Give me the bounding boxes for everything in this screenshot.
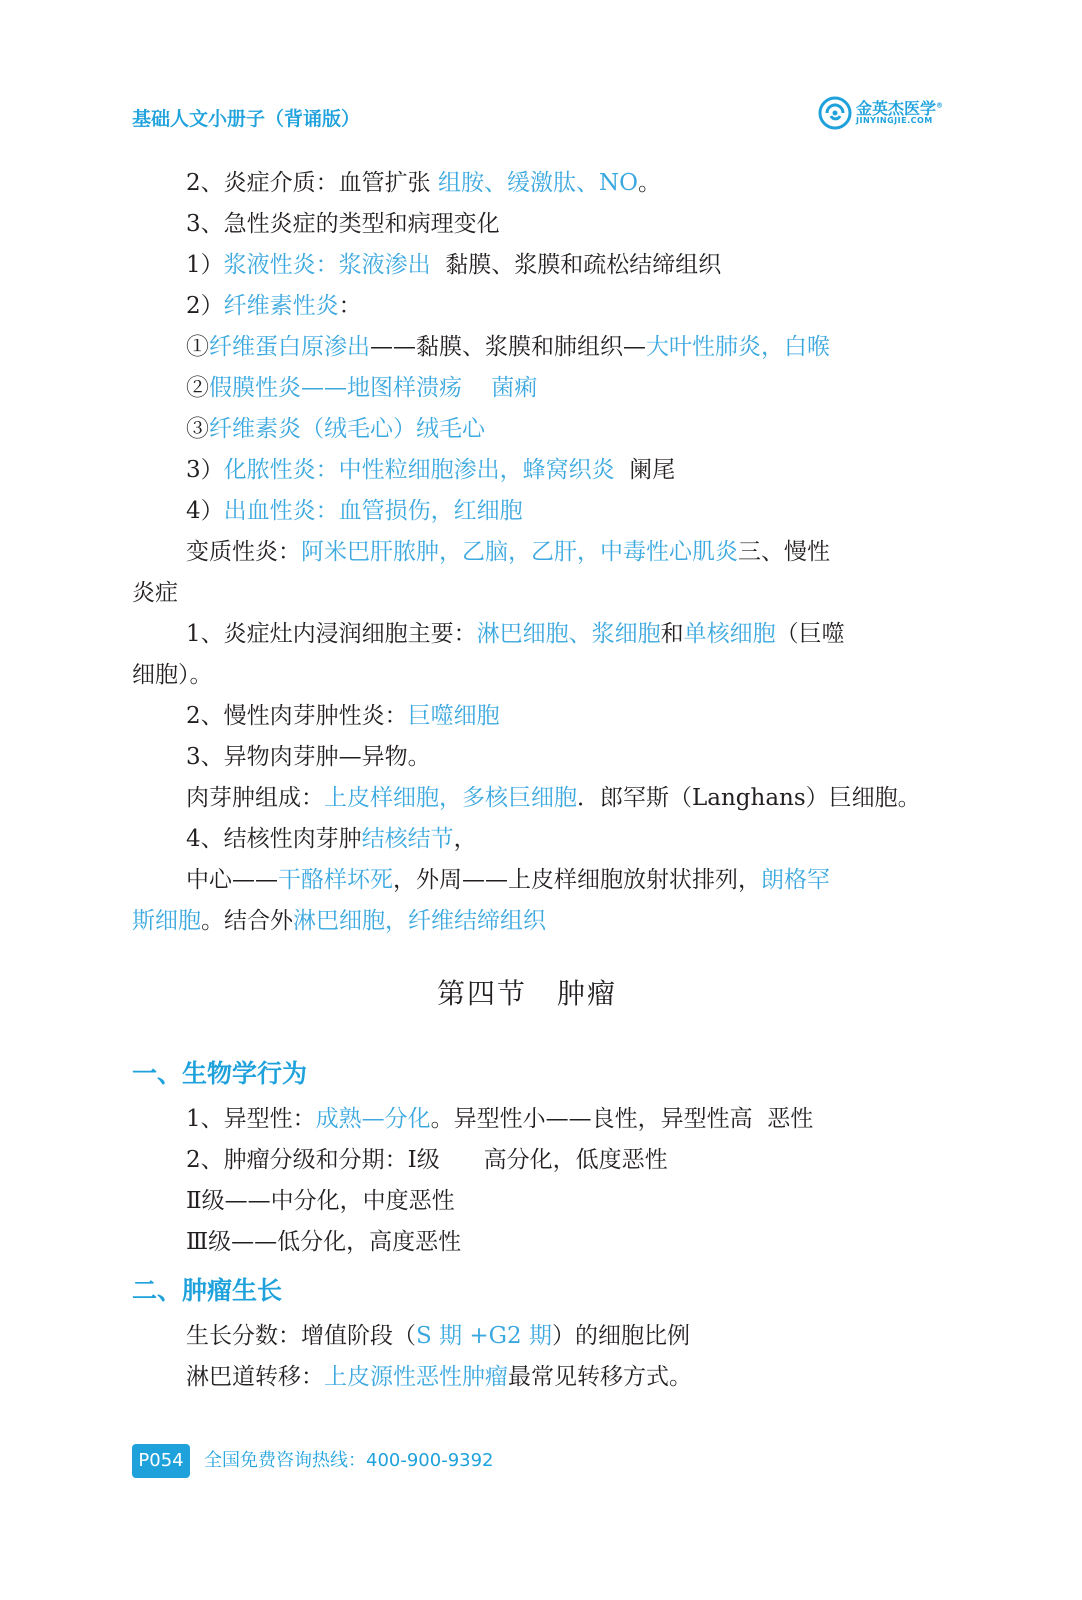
highlight-term: 上皮源性恶性肿瘤 [324, 1364, 508, 1390]
text-line [186, 209, 500, 239]
highlight-term: 斯细胞 [132, 908, 201, 934]
section-title: 第四节 肿瘤 [436, 977, 617, 1010]
text-segment: 中心—— [186, 867, 278, 893]
text-segment [462, 375, 491, 401]
highlight-term: 化脓性炎：中性粒细胞渗出，蜂窝织炎 [223, 457, 615, 483]
text-segment: 2、肿瘤分级和分期：Ⅰ级 高分化，低度恶性 [186, 1147, 668, 1173]
text-segment: ， [453, 826, 477, 852]
text-line [186, 537, 830, 567]
highlight-term: 朗格罕 [761, 867, 830, 893]
text-line [132, 906, 546, 936]
text-line [186, 742, 431, 772]
heading-tumor-growth: 二、肿瘤生长 [132, 1276, 283, 1305]
text-segment: 2、慢性肉芽肿性炎： [186, 703, 408, 729]
page-number-badge: P054 [132, 1444, 190, 1478]
hotline-text: 全国免费咨询热线：400-900-9392 [204, 1450, 494, 1471]
highlight-term: 淋巴细胞，纤维结缔组织 [293, 908, 546, 934]
text-segment: Ⅲ级——低分化，高度恶性 [186, 1229, 462, 1255]
text-line [186, 332, 830, 362]
brand-logo [818, 96, 952, 132]
text-segment: ）的细胞比例 [551, 1323, 690, 1349]
text-segment: 。结合外 [201, 908, 293, 934]
text-line [186, 168, 661, 198]
highlight-term: 菌痢 [491, 375, 538, 401]
highlight-term: 纤维素炎（绒毛心）绒毛心 [209, 416, 485, 442]
text-segment: 肉芽肿组成： [186, 785, 324, 811]
text-segment: ③ [186, 416, 209, 442]
highlight-term: 干酪样坏死 [278, 867, 393, 893]
highlight-term: 巨噬细胞 [407, 703, 500, 729]
logo-swirl-icon [818, 96, 852, 130]
text-segment: 细胞）。 [132, 662, 213, 688]
text-segment: 最常见转移方式。 [508, 1364, 692, 1390]
text-line [186, 1145, 668, 1175]
text-segment: ——黏膜、浆膜和肺组织— [370, 334, 646, 360]
text-line [186, 1362, 692, 1392]
highlight-term: 出血性炎：血管损伤，红细胞 [223, 498, 523, 524]
text-line [132, 660, 213, 690]
text-segment: ① [186, 334, 209, 360]
text-segment: ，外周——上皮样细胞放射状排列， [393, 867, 761, 893]
text-line [186, 783, 921, 813]
highlight-term: S 期 +G2 期 [416, 1323, 552, 1349]
text-segment: 变质性炎： [186, 539, 301, 565]
text-line [186, 1321, 690, 1351]
text-segment: Ⅱ级——中分化，中度恶性 [186, 1188, 455, 1214]
text-segment: （巨噬 [775, 621, 845, 647]
highlight-term: 上皮样细胞，多核巨细胞 [324, 785, 577, 811]
text-line [186, 619, 845, 649]
text-segment: 3、急性炎症的类型和病理变化 [186, 211, 500, 237]
book-title: 基础人文小册子（背诵版） [132, 108, 361, 130]
page-header [132, 99, 952, 142]
highlight-term: 纤维素性炎 [223, 293, 339, 319]
text-line [186, 496, 523, 526]
heading-biological-behavior: 一、生物学行为 [132, 1059, 308, 1088]
text-line [186, 701, 500, 731]
text-segment: 黏膜、浆膜和疏松结缔组织 [430, 252, 722, 278]
highlight-term: 结核结节 [361, 826, 454, 852]
text-segment: 2） [186, 293, 224, 319]
text-segment: 4） [186, 498, 224, 524]
text-line [186, 1104, 813, 1134]
text-segment: 炎症 [132, 580, 178, 606]
text-line [186, 824, 477, 854]
highlight-term: 淋巴细胞、浆细胞 [476, 621, 661, 647]
text-line [186, 1227, 461, 1257]
highlight-term: 纤维蛋白原渗出 [209, 334, 370, 360]
highlight-term: 成熟—分化 [315, 1106, 431, 1132]
text-segment: 。异型性小——良性，异型性高 恶性 [430, 1106, 814, 1132]
text-line [186, 865, 830, 895]
highlight-term: 组胺、缓激肽、NO [437, 170, 638, 196]
text-line [186, 373, 537, 403]
text-segment: ： [338, 293, 362, 319]
text-line [186, 250, 721, 280]
text-segment: 2、炎症介质：血管扩张 [186, 170, 438, 196]
text-segment: 3、异物肉芽肿—异物。 [186, 744, 431, 770]
text-segment: ．郎罕斯（Langhans）巨细胞。 [577, 785, 921, 811]
text-segment: 1） [186, 252, 224, 278]
text-line [186, 1186, 455, 1216]
text-segment: 1、异型性： [186, 1106, 316, 1132]
highlight-term: 假膜性炎——地图样溃疡 [209, 375, 462, 401]
highlight-term: 浆液性炎：浆液渗出 [223, 252, 431, 278]
highlight-term: 阿米巴肝脓肿，乙脑，乙肝，中毒性心肌炎 [301, 539, 738, 565]
text-line [186, 414, 485, 444]
text-segment: 生长分数：增值阶段（ [186, 1323, 416, 1349]
text-segment: 和 [660, 621, 684, 647]
text-segment: ② [186, 375, 209, 401]
text-line [186, 291, 362, 321]
text-segment: 1、炎症灶内浸润细胞主要： [186, 621, 477, 647]
text-segment: 。 [637, 170, 661, 196]
text-segment: 淋巴道转移： [186, 1364, 324, 1390]
text-line [132, 578, 178, 608]
text-segment: 3） [186, 457, 224, 483]
text-line [186, 455, 675, 485]
highlight-term: 大叶性肺炎，白喉 [646, 334, 830, 360]
logo-text-cn: 金英杰医学® [856, 99, 944, 118]
text-segment: 阑尾 [614, 457, 676, 483]
text-segment: 4、结核性肉芽肿 [186, 826, 362, 852]
highlight-term: 单核细胞 [683, 621, 776, 647]
page-footer [132, 1444, 632, 1480]
logo-text-en: JINYINGJIE.COM [856, 116, 933, 125]
text-segment: 三、慢性 [738, 539, 830, 565]
